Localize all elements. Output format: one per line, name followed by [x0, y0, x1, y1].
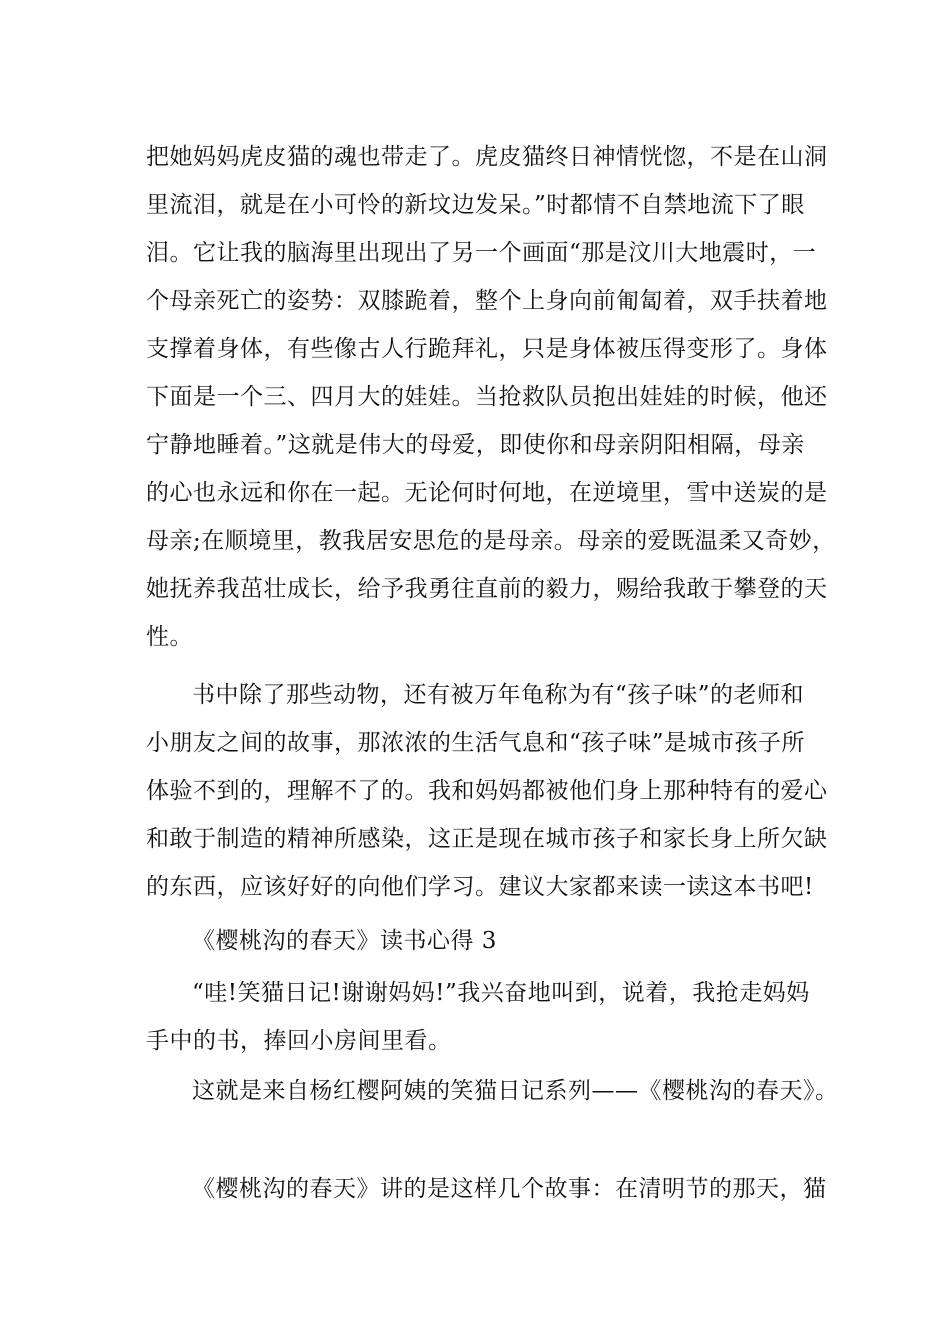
paragraph-line: 的心也永远和你在一起。无论何时何地，在逆境里，雪中送炭的是 — [146, 480, 828, 506]
section-title: 《樱桃沟的春天》读书心得 3 — [192, 928, 497, 954]
paragraph-line: 把她妈妈虎皮猫的魂也带走了。虎皮猫终日神情恍惚，不是在山洞 — [146, 144, 828, 170]
paragraph-line: 这就是来自杨红樱阿姨的笑猫日记系列——《樱桃沟的春天》。 — [192, 1078, 839, 1104]
paragraph-line: 支撑着身体，有些像古人行跪拜礼，只是身体被压得变形了。身体 — [146, 336, 828, 362]
paragraph-line: 泪。它让我的脑海里出现出了另一个画面“那是汶川大地震时，一 — [146, 240, 817, 266]
paragraph-line: 她抚养我茁壮成长，给予我勇往直前的毅力，赐给我敢于攀登的天 — [146, 576, 828, 602]
paragraph-line: 性。 — [146, 624, 193, 650]
paragraph-line: 和敢于制造的精神所感染，这正是现在城市孩子和家长身上所欠缺 — [146, 826, 828, 852]
paragraph-line: 的东西，应该好好的向他们学习。建议大家都来读一读这本书吧! — [146, 874, 814, 900]
paragraph-line: 个母亲死亡的姿势：双膝跪着，整个上身向前匍匐着，双手扶着地 — [146, 288, 828, 314]
paragraph-line: 宁静地睡着。”这就是伟大的母爱，即使你和母亲阴阳相隔，母亲 — [146, 432, 805, 458]
paragraph-line: 母亲;在顺境里，教我居安思危的是母亲。母亲的爱既温柔又奇妙， — [146, 528, 836, 554]
paragraph-line: “哇!笑猫日记!谢谢妈妈!”我兴奋地叫到，说着，我抢走妈妈 — [192, 980, 810, 1006]
paragraph-line: 《樱桃沟的春天》讲的是这样几个故事：在清明节的那天，猫 — [192, 1176, 827, 1202]
paragraph-line: 手中的书，捧回小房间里看。 — [146, 1028, 452, 1054]
paragraph-line: 体验不到的，理解不了的。我和妈妈都被他们身上那种特有的爱心 — [146, 778, 828, 804]
paragraph-line: 里流泪，就是在小可怜的新坟边发呆。”时都情不自禁地流下了眼 — [146, 192, 805, 218]
paragraph-line: 书中除了那些动物，还有被万年龟称为有“孩子味”的老师和 — [192, 682, 805, 708]
paragraph-line: 小朋友之间的故事，那浓浓的生活气息和“孩子味”是城市孩子所 — [146, 730, 806, 756]
paragraph-line: 下面是一个三、四月大的娃娃。当抢救队员抱出娃娃的时候，他还 — [146, 384, 828, 410]
